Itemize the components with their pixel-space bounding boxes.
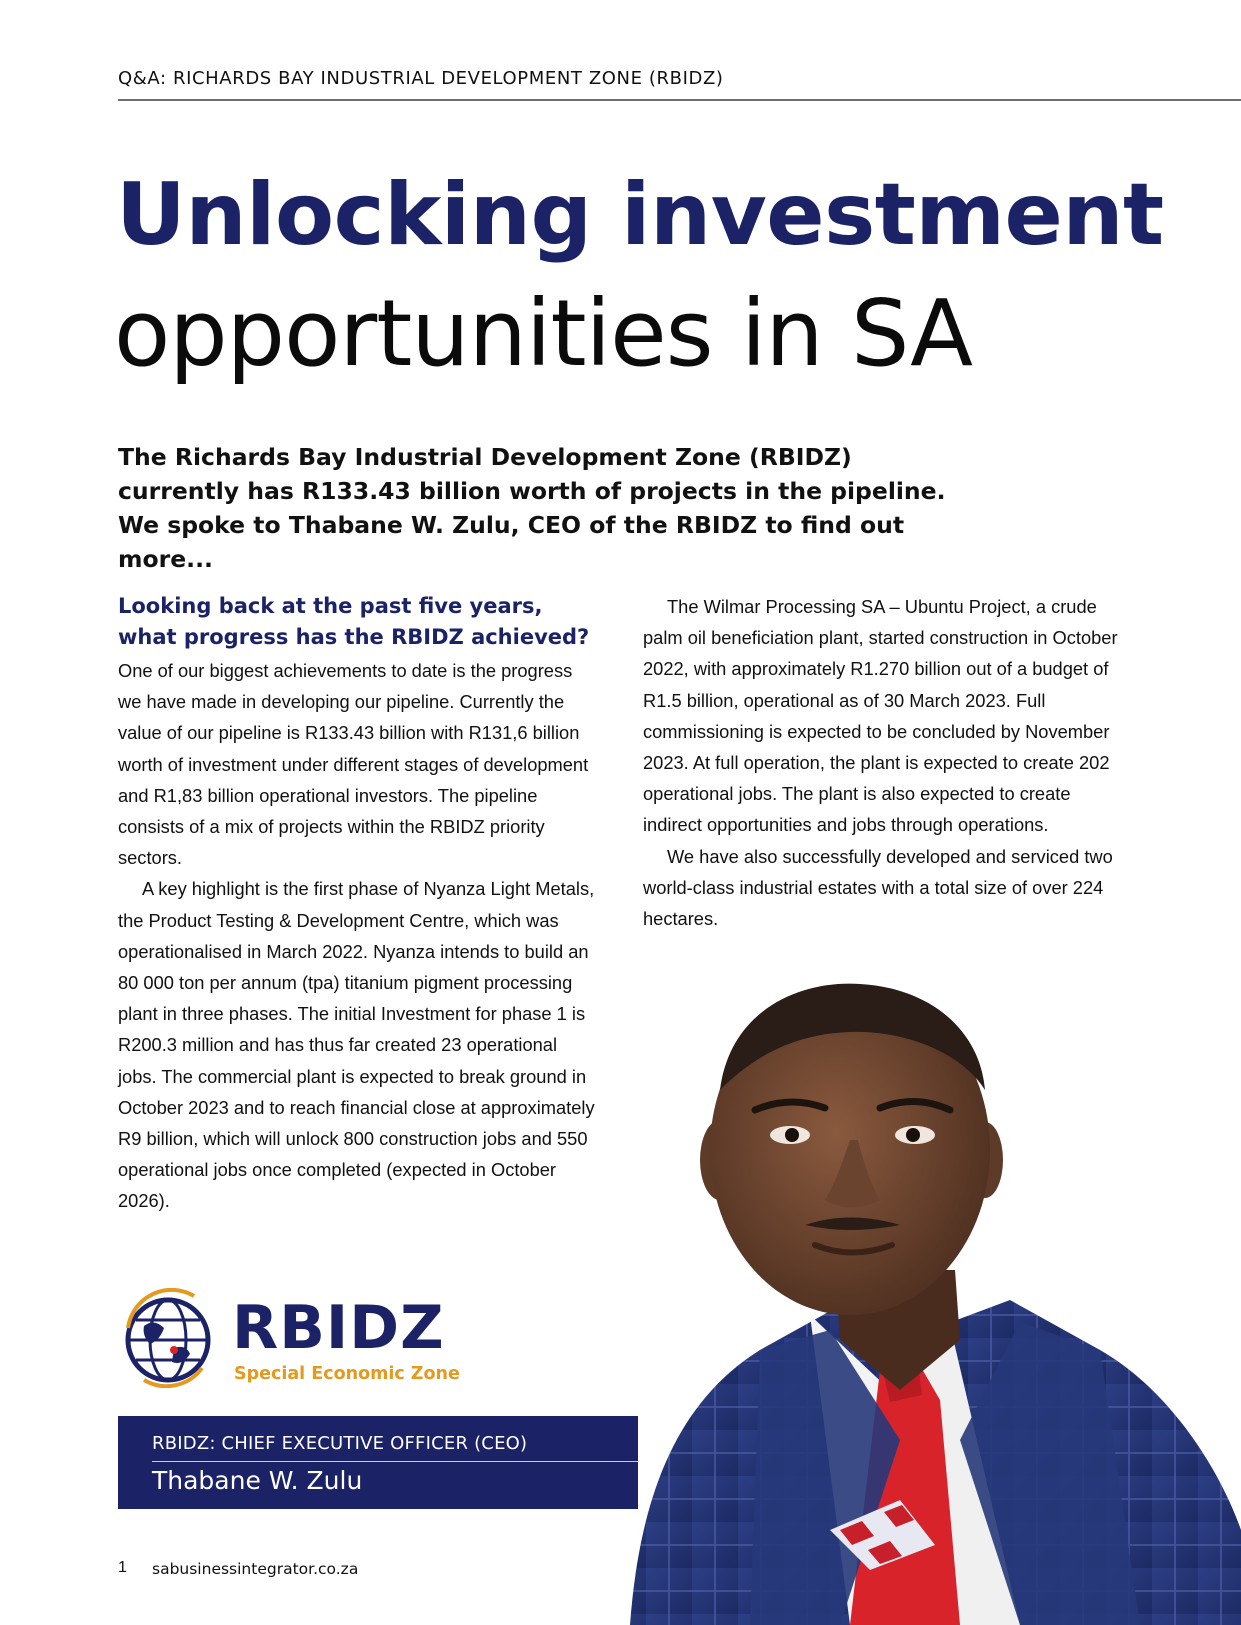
ceo-portrait: [600, 970, 1241, 1625]
standfirst: The Richards Bay Industrial Development Zone (RBIDZ) currently has R133.43 billion worth of projects in the pipeline. We spoke to Thabane W. Zulu, CEO of the RBIDZ to find out more...: [118, 443, 946, 573]
caption-role: RBIDZ: CHIEF EXECUTIVE OFFICER (CEO): [152, 1433, 528, 1454]
article-column-right: [643, 591, 1121, 934]
body-paragraph: We have also successfully developed and serviced two world-class industrial estates with a total size of over 224 hectares.: [643, 845, 1113, 930]
body-paragraph: One of our biggest achievements to date is the progress we have made in developing our pipeline. Currently the value of our pipeline is R133.43 billion with R131,6 billion worth of investment under different stages of development and R1,83 billion operational investors. The pipeline consists of a mix of projects within the RBIDZ priority sectors.: [118, 660, 589, 869]
header-rule: [118, 99, 1241, 101]
logo-tagline: Special Economic Zone: [234, 1364, 460, 1384]
interview-question: Looking back at the past five years, what progress has the RBIDZ achieved?: [118, 594, 590, 649]
headline-line-2: opportunities in SA: [114, 280, 973, 387]
logo-wordmark: RBIDZ: [232, 1293, 445, 1363]
section-kicker: Q&A: RICHARDS BAY INDUSTRIAL DEVELOPMENT ZONE (RBIDZ): [118, 68, 724, 89]
caption-rule: [152, 1461, 638, 1462]
portrait-caption: [118, 1416, 638, 1509]
headline-line-1: Unlocking investment: [116, 165, 1164, 265]
article-column-left: [118, 591, 596, 1217]
page-number: 1: [118, 1559, 127, 1576]
body-paragraph: The Wilmar Processing SA – Ubuntu Project, a crude palm oil beneficiation plant, started construction in October 2022, with approximately R1.270 billion out of a budget of R1.5 billion, operational as of 30 March 2023. Full commissioning is expected to be concluded by November 2023. At full operation, the plant is expected to create 202 operational jobs. The plant is also expected to create indirect opportunities and jobs through operations.: [643, 596, 1118, 836]
body-paragraph: A key highlight is the first phase of Nyanza Light Metals, the Product Testing & Development Centre, which was operationalised in March 2022. Nyanza intends to build an 80 000 ton per annum (tpa) titanium pigment processing plant in three phases. The initial Investment for phase 1 is R200.3 million and has thus far created 23 operational jobs. The commercial plant is expected to break ground in October 2023 and to reach financial close at approximately R9 billion, which will unlock 800 construction jobs and 550 operational jobs once completed (expected in October 2026).: [118, 878, 595, 1212]
caption-name: Thabane W. Zulu: [152, 1466, 363, 1495]
footer-website: sabusinessintegrator.co.za: [152, 1560, 359, 1578]
